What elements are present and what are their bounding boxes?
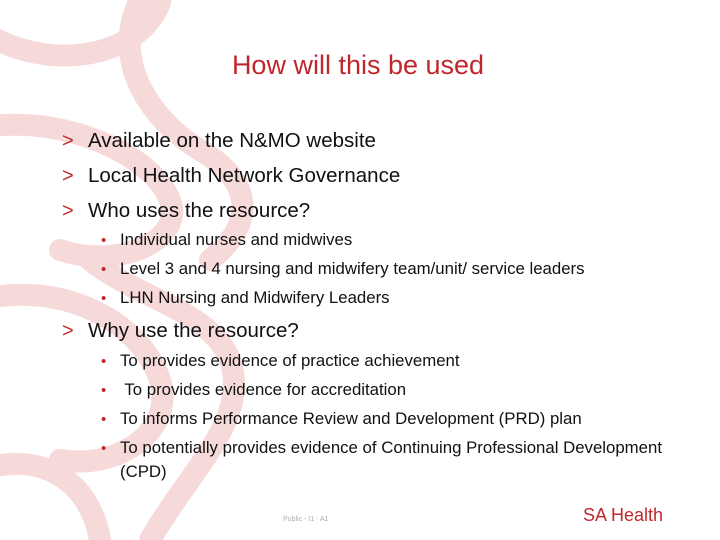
bullet-icon: • [101,440,107,457]
list-item [62,164,400,188]
bullet-icon: • [101,411,107,428]
bullet-icon: • [101,353,107,370]
bullet-icon: • [101,290,107,307]
bullet-icon: • [101,232,107,249]
list-item-text: Why use the resource? [88,319,299,342]
list-item-text: Available on the N&MO website [88,129,376,152]
sub-list-item [101,349,460,374]
sub-list-item [101,286,390,311]
sub-list-item-text: Level 3 and 4 nursing and midwifery team/unit/ service leaders [120,259,585,278]
list-item [62,129,376,153]
list-item-text: Who uses the resource? [88,199,311,222]
sub-list-item-text: To informs Performance Review and Development (PRD) plan [120,409,582,428]
sub-list-item-text: To provides evidence of practice achievement [120,351,460,370]
bullet-icon: • [101,382,107,399]
brand-logo-text: SA Health [583,505,664,525]
list-item [62,319,299,343]
sub-list-item [101,228,352,253]
sub-list-item-text: LHN Nursing and Midwifery Leaders [120,288,390,307]
bullet-icon: • [101,261,107,278]
sub-list-item-text: To provides evidence for accreditation [120,380,407,399]
arrow-bullet-icon: > [62,200,74,222]
sub-list-item-text: Individual nurses and midwives [120,230,353,249]
list-item-text: Local Health Network Governance [88,164,401,187]
arrow-bullet-icon: > [62,165,74,187]
arrow-bullet-icon: > [62,320,74,342]
sub-list-item [101,436,680,484]
arrow-bullet-icon: > [62,130,74,152]
list-item [62,199,310,223]
sub-list-item [101,378,406,403]
sub-list-item [101,407,582,432]
classification-footer: Public - I1 - A1 [283,516,329,523]
sub-list-item [101,257,585,282]
slide-title: How will this be used [231,50,485,80]
sub-list-item-text: To potentially provides evidence of Continuing Professional Development (CPD) [120,438,662,481]
